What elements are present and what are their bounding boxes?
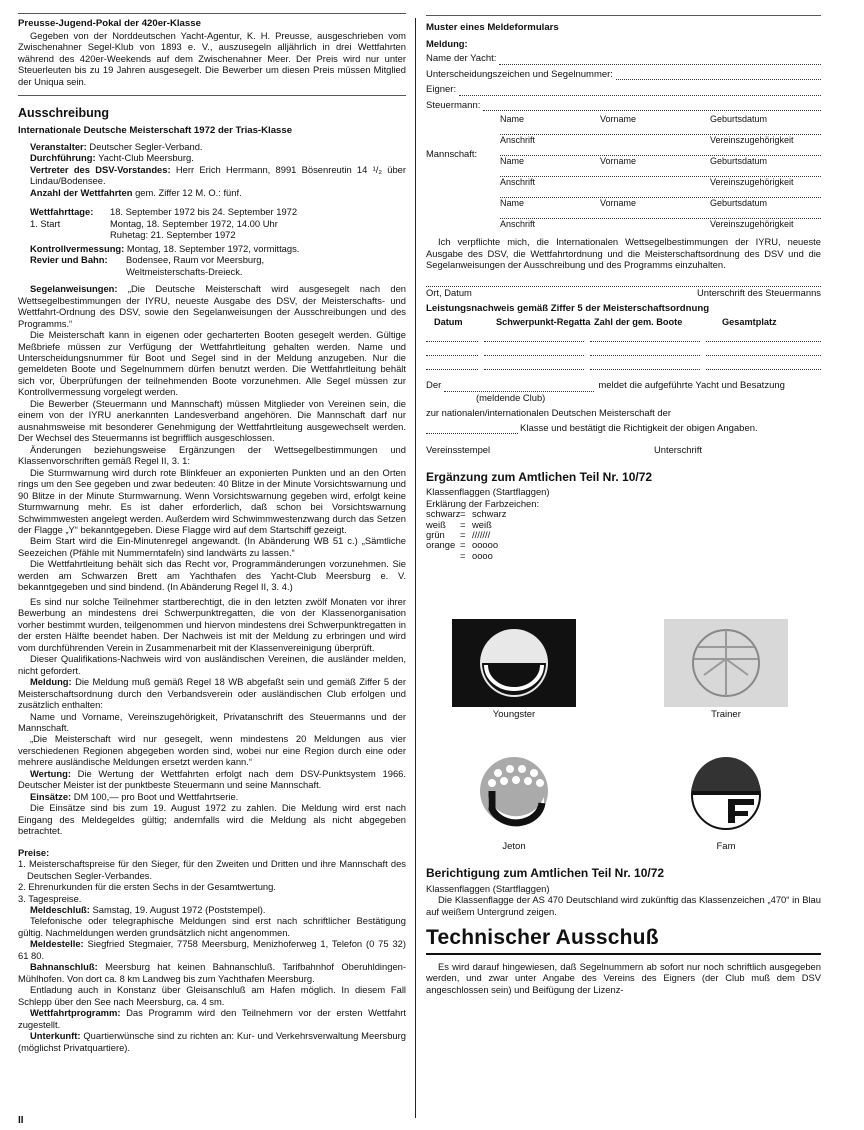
- unterkunft-text: Quartierwünsche sind zu richten an: Kur- und Verkehrsverwaltung Meersburg (möglichst Privatquartiere).: [18, 1030, 406, 1053]
- unterscheidung-field: [616, 71, 821, 80]
- unterschrift-steuer: Unterschrift des Steuermanns: [696, 286, 821, 298]
- p-name: Name und Vorname, Vereinszugehörigkeit, Privatanschrift des Steuermanns und der Mannschaft.: [18, 710, 406, 733]
- farbe-value: weiß: [472, 518, 492, 530]
- preise-item-2: 2. Ehrenurkunden für die ersten Sechs in der Gesamtwertung.: [18, 881, 276, 893]
- unterkunft-label: Unterkunft:: [30, 1030, 81, 1042]
- flag-label: Youngster: [492, 708, 536, 720]
- revier-label: Revier und Bahn:: [30, 254, 108, 266]
- flag-trainer: [664, 619, 788, 721]
- muster-title: Muster eines Meldeformulars: [426, 22, 559, 33]
- farbe-key: weiß: [426, 518, 446, 530]
- preise-item-3: 3. Tagespreise.: [18, 892, 82, 904]
- erg-erklaerung: Erklärung der Farbzeichen:: [426, 497, 540, 509]
- th-datum: Datum: [434, 316, 463, 327]
- p-telefon: Telefonische oder telegraphische Meldungen sind erst nach schriftlicher Bestätigung gültig. Nachmeldungen werden grundsätzlich nicht angenommen.: [18, 915, 406, 938]
- revier-value-1: Bodensee, Raum vor Meersburg,: [126, 254, 265, 266]
- klasse-row: [426, 423, 821, 435]
- col-anschrift: Anschrift: [500, 177, 536, 188]
- rules-block: [18, 283, 406, 837]
- name-yacht-field: [499, 56, 821, 65]
- steuermann-line: [500, 125, 821, 135]
- veranstalter-label: Veranstalter:: [30, 141, 87, 152]
- leistung-header: [426, 317, 821, 328]
- unterscheidung-label: Unterscheidungszeichen und Segelnummer:: [426, 68, 613, 80]
- col-name: Name: [500, 156, 525, 167]
- mannschaft-line-1: [500, 146, 821, 156]
- einsaetze-text: DM 100,— pro Boot und Wettfahrtserie.: [73, 790, 239, 802]
- p-aenderungen: Änderungen beziehungsweise Ergänzungen der Wettsegelbestimmungen und Klassenvorschriften gemäß Regel II, 3. 1:: [18, 443, 406, 467]
- meldung-label: Meldung:: [30, 676, 72, 688]
- mannschaft-sub-1b: [500, 177, 821, 188]
- mannschaft-sub-1a: [500, 156, 821, 167]
- col-anschrift: Anschrift: [500, 219, 536, 230]
- farbe-key: schwarz: [426, 508, 461, 520]
- farbe-key: grün: [426, 528, 445, 540]
- col-anschrift: Anschrift: [500, 135, 536, 146]
- ausschreibung-subtitle: Internationale Deutsche Meisterschaft 1972 der Trias-Klasse: [18, 125, 293, 137]
- flag-label: Fam: [716, 840, 736, 852]
- erg-title: Ergänzung zum Amtlichen Teil Nr. 10/72: [426, 469, 653, 484]
- mannschaft-block: [426, 146, 821, 230]
- tech-text: Es wird darauf hingewiesen, daß Segelnummern ab sofort nur noch schriftlich ausgegeben werden, und zwar unter Angabe des Vereins des Eigners (der Club muß dem DSV angeschlossen sein) und Beifügung der Lizenz-: [426, 960, 821, 995]
- p-sturm: Die Sturmwarnung wird durch rote Blinkfeuer an exponierten Punkten und an den Orten rings um den See gegeben und zwar bedeuten: 40 Blitze in der Minute Vorsichtswarnung und 90 Blitze in der Minute Sturmwarnung. Wenn Vorsichtswarnung gegeben wird, erfolgt keine Sturmwarnung mehr. Es ist daher erforderlich, daß schon bei Vorsichtswarnung Schwimmwesten angelegt werden. Außerdem wird Schwimmwestenzwang durch das Setzen der Flagge „Y“ bekanntgegeben. Diese Flagge wird auf dem Startschiff gezeigt.: [18, 466, 406, 535]
- column-divider: [415, 18, 416, 1118]
- name-yacht-label: Name der Yacht:: [426, 53, 497, 65]
- leistung-row-3: [426, 362, 821, 370]
- col-vorname: Vorname: [600, 156, 637, 167]
- kontroll-label: Kontrollvermessung:: [30, 242, 125, 254]
- steuermann-label: Steuermann:: [426, 99, 481, 111]
- p-entladung: Entladung auch in Konstanz über Gleisanschluß am Hafen möglich. In diesem Fall Schlepp über den See nach Meersburg, ca. 4 sm.: [18, 984, 406, 1007]
- mannschaft-line-4: [500, 209, 821, 219]
- start-label: 1. Start: [30, 217, 61, 229]
- leistung-row-1: [426, 334, 821, 342]
- th-boote: Zahl der gem. Boote: [594, 316, 683, 327]
- form-row-steuermann: [426, 100, 821, 112]
- mannschaft-sub-2a: [500, 198, 821, 209]
- meldet-text: meldet die aufgeführte Yacht und Besatzung: [598, 380, 785, 392]
- page-number: II: [18, 1115, 24, 1126]
- zur-meister: zur nationalen/internationalen Deutschen Meisterschaft der: [426, 407, 671, 419]
- ort-datum: Ort, Datum: [426, 286, 472, 298]
- stempel-row: [426, 444, 821, 455]
- col-verein: Vereinszugehörigkeit: [710, 135, 794, 146]
- ort-line: [426, 277, 821, 287]
- p-booten: Die Meisterschaft kann in eigenen oder gecharterten Booten gesegelt werden. Gültige Meßbriefe müssen zur Verfügung der Wettfahrtleitung gehalten werden. Name und Unterscheidungsnummer für Boot und Segel sind in der Meldung anzugeben. Nur die gemeldeten Boote und Segelnummern dürfen benutzt werden. Die Wettfahrtleitung behält sich vor, Überprüfungen der teilnehmenden Boote vorzunehmen. Alle Segel müssen zur Kontrollvermessung vorgelegt werden.: [18, 329, 406, 398]
- farbe-value: ooooo: [472, 539, 499, 551]
- mannschaft-line-2: [500, 167, 821, 177]
- der-label: Der: [426, 380, 442, 392]
- unterschrift: Unterschrift: [654, 444, 702, 456]
- farbe-value: ///////: [472, 528, 491, 540]
- form-row-yacht: [426, 53, 821, 65]
- flag-fam: [664, 751, 788, 853]
- col-geburt: Geburtsdatum: [710, 156, 768, 167]
- wettprog-text: Das Programm wird den Teilnehmern vor der ersten Wettfahrt zugestellt.: [18, 1007, 406, 1030]
- steuermann-sub-1: [500, 114, 821, 125]
- vertreter-label: Vertreter des DSV-Vorstandes:: [30, 163, 171, 175]
- der-row: [426, 380, 821, 392]
- col-verein: Vereinszugehörigkeit: [710, 177, 794, 188]
- flag-label: Jeton: [502, 840, 526, 852]
- p-meister: „Die Meisterschaft wird nur gesegelt, wenn mindestens 20 Meldungen aus vier verschiedenen Regionen abgegeben worden sind, wobei nur eine Region durch eine oder mehrere ausländische Meldungen ersetzt werden kann.“: [18, 733, 406, 768]
- flag-label: Trainer: [711, 708, 741, 720]
- trainer-flag-icon: [664, 619, 788, 707]
- p-start: Beim Start wird die Ein-Minutenregel angewandt. (In Abänderung WB 51 c.) „Sämtliche Seezeichen (Pfähle mit Nummerntafeln) sind landwärts zu lassen.“: [18, 535, 406, 558]
- left-column: [18, 18, 406, 1108]
- leistung-row-2: [426, 348, 821, 356]
- preise-block: [18, 847, 406, 1053]
- top-rule-right: [426, 15, 821, 16]
- start-value: Montag, 18. September 1972, 14.00 Uhr: [110, 217, 278, 229]
- youngster-flag-icon: [452, 619, 576, 707]
- preusse-text: Gegeben von der Norddeutschen Yacht-Agentur, K. H. Preusse, ausgeschrieben vom Zwischenahner Segel-Klub von 1893 e. V., auszusegeln alljährlich in drei Wettfahrten während des 420er-Weekends auf dem Zwischenahner Meer. Der Preis wird nur unter Steuerleuten bis zu 19 Jahren ausgesegelt. Die Bewerber um diesen Preis müssen Mitglied der Uniqua sein.: [18, 29, 406, 87]
- top-rule-left: [18, 13, 406, 14]
- meldestelle-text: Siegfried Stegmaier, 7758 Meersburg, Menizhoferweg 1, Telefon (0 75 32) 61 80.: [18, 938, 406, 961]
- erg-klassenflaggen: Klassenflaggen (Startflaggen): [426, 486, 550, 498]
- vereinsstempel: Vereinsstempel: [426, 444, 491, 456]
- meldende-club: (meldende Club): [476, 391, 546, 403]
- ruhetag-value: Ruhetag: 21. September 1972: [110, 229, 236, 241]
- p-quali: Dieser Qualifikations-Nachweis wird von ausländischen Vereinen, die ausländer melden, nicht gefordert.: [18, 653, 406, 676]
- wettprog-label: Wettfahrtprogramm:: [30, 1007, 121, 1019]
- form-row-segel: [426, 69, 821, 81]
- p-bewerber: Die Bewerber (Steuermann und Mannschaft) müssen Mitglieder von Vereinen sein, die einem von der IYRU anerkannten Landesverband angehören. Die Mannschaft darf nur ausnahmsweise mit besonderer Genehmigung der Wettfahrtleitung ausgewechselt werden. Der Wechsel des Steuermanns ist begrifflich ausgeschlossen.: [18, 397, 406, 444]
- wettfahrttage-value: 18. September 1972 bis 24. September 1972: [110, 206, 298, 218]
- wertung-text: Die Wertung der Wettfahrten erfolgt nach dem DSV-Punktsystem 1966. Deutscher Meister ist der punktbeste Steuermann und seine Mannschaft.: [18, 767, 406, 791]
- form-row-eigner: [426, 84, 821, 96]
- info-block: [18, 141, 406, 198]
- steuermann-sub-2: [500, 135, 821, 146]
- th-regatta: Schwerpunkt-Regatta: [496, 316, 591, 327]
- form-meldung-label: Meldung:: [426, 37, 468, 49]
- p-einsaetze: Die Einsätze sind bis zum 19. August 1972 zu zahlen. Die Meldung wird erst nach Eingang des Meldegeldes gültig; andernfalls wird die Meldung als nicht abgegeben betrachtet.: [18, 802, 406, 837]
- col-name: Name: [500, 114, 525, 125]
- berichtigung-title: Berichtigung zum Amtlichen Teil Nr. 10/72: [426, 865, 665, 880]
- meldeschluss-label: Meldeschluß:: [30, 904, 90, 915]
- bahn-label: Bahnanschluß:: [30, 961, 98, 973]
- col-vorname: Vorname: [600, 114, 637, 125]
- seg-text: „Die Deutsche Meisterschaft wird ausgesegelt nach den Wettsegelbestimmungen der IYRU, neueste Ausgabe des DSV, der Meisterschafts- und Wettfahrt-Ordnung des DSV, sowie den Segelanweisungen der Ausschreibungen und des Programms.“: [18, 283, 406, 329]
- jeton-flag-icon: [452, 751, 576, 839]
- ausschreibung-title: Ausschreibung: [18, 106, 109, 121]
- steuermann-field: [483, 102, 821, 111]
- col-verein: Vereinszugehörigkeit: [710, 219, 794, 230]
- eigner-label: Eigner:: [426, 84, 457, 96]
- col-geburt: Geburtsdatum: [710, 198, 768, 209]
- klasse-text: Klasse und bestätigt die Richtigkeit der obigen Angaben.: [520, 422, 758, 434]
- bahn-text: Meersburg hat keinen Bahnanschluß. Tarifbahnhof Oberuhldingen-Mühlhofen. Von dort ca. 8 km Landweg bis zum Yachthafen Meersburg.: [18, 961, 406, 984]
- section-rule: [18, 95, 406, 96]
- col-geburt: Geburtsdatum: [710, 114, 768, 125]
- p-teilnehmer: Es sind nur solche Teilnehmer startberechtigt, die in den letzten zwölf Monaten vor ihrer Bewerbung an mindestens drei Schwerpunktregatten, die von der Klassenorganisation vorher bestimmt wurden, teilgenommen und hiervon mindestens drei Schwerpunktregatten in der ersten Hälfte beendet haben. Der Nachweis ist mit der Meldung zu erbringen und wird vom durchführenden Verein in Zusammenarbeit mit der Klassenvereinigung überprüft.: [18, 595, 406, 653]
- farbe-value: oooo: [472, 549, 493, 561]
- seg-label: Segelanweisungen:: [30, 283, 118, 295]
- kontroll-value: Montag, 18. September 1972, vormittags.: [126, 242, 300, 254]
- col-name: Name: [500, 198, 525, 209]
- flag-grid: [426, 575, 821, 860]
- anzahl-label: Anzahl der Wettfahrten: [30, 186, 133, 198]
- farben-list: schwarz = schwarz weiß = weiß grün = /////// orange = ooooo = oooo: [426, 509, 821, 561]
- vertreter-value: Herr Erich Herrmann, 8991 Bösenreutin 14 ¹/₂ über Lindau/Bodensee.: [30, 163, 406, 187]
- wertung-label: Wertung:: [30, 767, 71, 779]
- meldeschluss-text: Samstag, 19. August 1972 (Poststempel).: [92, 904, 266, 915]
- tech-title: Technischer Ausschuß: [426, 925, 659, 949]
- revier-value-2: Weltmeisterschafts-Dreieck.: [126, 265, 243, 277]
- farbe-value: schwarz: [472, 508, 507, 520]
- preise-label: Preise:: [18, 846, 50, 858]
- preusse-title: Preusse-Jugend-Pokal der 420er-Klasse: [18, 18, 201, 29]
- col-vorname: Vorname: [600, 198, 637, 209]
- flag-youngster: [452, 619, 576, 721]
- club-field: [444, 383, 594, 392]
- ber-klassen: Klassenflaggen (Startflaggen): [426, 882, 550, 894]
- right-column: [426, 22, 821, 1112]
- ort-row: [426, 287, 821, 298]
- durchfuehrung-label: Durchführung:: [30, 152, 96, 164]
- mannschaft-line-3: [500, 188, 821, 198]
- meldestelle-label: Meldestelle:: [30, 938, 84, 950]
- farbe-key: orange: [426, 539, 456, 551]
- anzahl-value: gem. Ziffer 12 M. O.: fünf.: [135, 186, 242, 198]
- preise-item-1: 1. Meisterschaftspreise für den Sieger, für den Zweiten und Dritten und ihre Mannschaft des Deutschen Segler-Verbandes.: [18, 858, 406, 881]
- farbe-key: [426, 551, 460, 561]
- leistung-title: Leistungsnachweis gemäß Ziffer 5 der Meisterschaftsordnung: [426, 303, 710, 315]
- verpflichte-text: Ich verpflichte mich, die Internationalen Wettsegelbestimmungen der IYRU, neueste Ausgabe des DSV, die Wettfahrtordnung und die Meisterschaftsordnung des DSV und die Segelanweisungen der Ausschreibung und des Programms einzuhalten.: [426, 236, 821, 271]
- tech-rule: [426, 953, 821, 955]
- p-programm: Die Wettfahrtleitung behält sich das Recht vor, Programmänderungen vorzunehmen. Sie werden am Schwarzen Brett am Yachthafen des Yacht-Club Meersburg e. V. bekanntgegeben und sind bindend. (In Abänderung Regel II, 3. 4.): [18, 558, 406, 593]
- flag-jeton: [452, 751, 576, 853]
- durchfuehrung-value: Yacht-Club Meersburg.: [98, 152, 194, 164]
- ber-text: Die Klassenflagge der AS 470 Deutschland wird zukünftig das Klassenzeichen „470“ in Blau auf weißem Untergrund zeigen.: [426, 894, 821, 917]
- th-platz: Gesamtplatz: [722, 316, 777, 327]
- fam-flag-icon: [664, 751, 788, 839]
- klasse-field: [426, 425, 518, 434]
- einsaetze-label: Einsätze:: [30, 790, 72, 802]
- mannschaft-label: Mannschaft:: [426, 148, 478, 160]
- meldung-text: Die Meldung muß gemäß Regel 18 WB abgefaßt sein und gemäß Ziffer 5 der Meisterschaftsordnung durch den Verbandsverein oder ausländischen Club erfolgen und zusätzlich enthalten:: [18, 676, 406, 711]
- mannschaft-sub-2b: [500, 219, 821, 230]
- wettfahrttage-label: Wettfahrttage:: [30, 206, 94, 218]
- veranstalter-value: Deutscher Segler-Verband.: [89, 141, 203, 152]
- dates-block: [18, 206, 406, 277]
- eigner-field: [459, 87, 821, 96]
